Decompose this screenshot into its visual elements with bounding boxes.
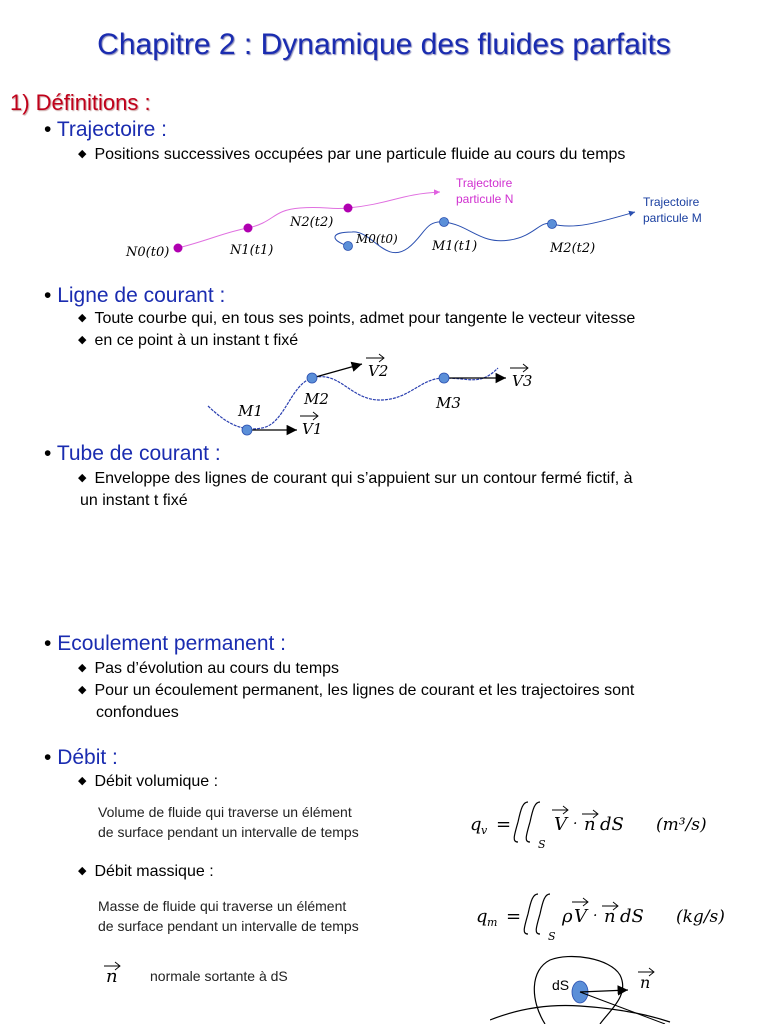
- ecoulement-bullet-1: [78, 660, 339, 678]
- label-n0: N0(t0): [126, 245, 170, 260]
- formula-qm-unit: (kg/s): [676, 907, 725, 927]
- surface-line: [490, 1006, 670, 1022]
- small-bullet-icon: ◆: [78, 472, 87, 484]
- bullet-icon: •: [44, 632, 52, 655]
- trajectoire-bullet-text: Positions successives occupées par une particule fluide au cours du temps: [94, 146, 626, 163]
- formula-n: n: [584, 814, 596, 835]
- label-v1: V1: [302, 420, 323, 438]
- bullet-icon: •: [44, 442, 52, 465]
- formula-qm-lhs-sub: m: [487, 916, 498, 929]
- formula-qv-lhs-sub: v: [481, 824, 488, 837]
- formula-qv-unit: (m³/s): [656, 815, 707, 835]
- debit-volumique-desc-line-1: Volume de fluide qui traverse un élément: [98, 804, 352, 820]
- bullet-icon: •: [44, 746, 52, 769]
- vector-arrow-icon: [572, 898, 588, 906]
- formula-ds: dS: [620, 906, 644, 927]
- point-m2: [548, 220, 557, 229]
- point-m0: [344, 242, 353, 251]
- formula-qv: [460, 796, 740, 856]
- trajectoire-bullet: [78, 146, 625, 164]
- ecoulement-heading-text: Ecoulement permanent :: [57, 632, 286, 655]
- debit-heading-text: Débit :: [57, 746, 118, 769]
- ds-label: dS: [552, 977, 570, 993]
- ecoulement-bullet-2-line-2: confondues: [96, 704, 179, 721]
- debit-massique-label-text: Débit massique :: [94, 863, 214, 880]
- point-m1: [440, 218, 449, 227]
- formula-v: V: [554, 814, 567, 835]
- formula-dot: ·: [573, 816, 578, 832]
- tube-heading: [44, 442, 221, 466]
- bullet-icon: •: [44, 284, 52, 307]
- small-bullet-icon: ◆: [78, 684, 87, 696]
- ligne-bullet-1: [78, 310, 635, 328]
- small-bullet-icon: ◆: [78, 312, 87, 324]
- traj-m-label-1: Trajectoire: [643, 195, 700, 209]
- formula-qv-lhs: q: [470, 814, 482, 835]
- normal-description: normale sortante à dS: [150, 968, 288, 984]
- formula-qm: [466, 888, 756, 948]
- ligne-bullet-2-text: en ce point à un instant t fixé: [94, 332, 299, 349]
- formula-equals: =: [496, 814, 512, 835]
- label-m1: M1(t1): [432, 239, 478, 254]
- vector-arrow-icon: [366, 354, 384, 362]
- label-m3: M3: [436, 394, 461, 412]
- label-v2: V2: [368, 362, 389, 380]
- point-m3: [439, 373, 449, 383]
- label-m0: M0(t0): [356, 232, 398, 246]
- section-title: 1) Définitions :: [10, 90, 151, 115]
- debit-volumique-label-text: Débit volumique :: [94, 773, 219, 790]
- debit-massique-desc-line-1: Masse de fluide qui traverse un élément: [98, 898, 347, 914]
- small-bullet-icon: ◆: [78, 662, 87, 674]
- small-bullet-icon: ◆: [78, 865, 87, 877]
- debit-volumique-label: [78, 773, 218, 791]
- formula-v: V: [574, 906, 587, 927]
- trajectoire-heading: [44, 118, 167, 142]
- small-bullet-icon: ◆: [78, 148, 87, 160]
- diagram-normal-label: n: [640, 973, 651, 992]
- traj-m-label-2: particule M: [643, 211, 702, 225]
- ecoulement-bullet-2: [78, 682, 634, 700]
- ds-line: [580, 992, 665, 1024]
- debit-massique-desc-line-2: de surface pendant un intervalle de temps: [98, 918, 359, 934]
- small-bullet-icon: ◆: [78, 334, 87, 346]
- label-n1: N1(t1): [230, 243, 274, 258]
- tube-bullet: [78, 470, 633, 488]
- small-bullet-icon: ◆: [78, 775, 87, 787]
- normal-vector-symbol: [96, 958, 136, 988]
- tube-bullet-line-2: un instant t fixé: [80, 492, 188, 509]
- formula-equals: =: [506, 906, 522, 927]
- debit-massique-label: [78, 863, 214, 881]
- ligne-bullet-1-text: Toute courbe qui, en tous ses points, admet pour tangente le vecteur vitesse: [94, 310, 636, 327]
- vector-arrow-icon: [552, 806, 568, 814]
- debit-volumique-desc-line-2: de surface pendant un intervalle de temps: [98, 824, 359, 840]
- ecoulement-bullet-2-line-1: Pour un écoulement permanent, les lignes de courant et les trajectoires sont: [94, 682, 635, 699]
- debit-heading: [44, 746, 118, 770]
- vector-arrow-icon: [510, 364, 528, 372]
- v2-arrow: [312, 364, 362, 378]
- point-m2: [307, 373, 317, 383]
- surface-element-diagram: [490, 950, 700, 1024]
- label-m2: M2: [304, 390, 329, 408]
- formula-qm-lhs: q: [476, 906, 488, 927]
- bullet-icon: •: [44, 118, 52, 141]
- point-n2: [344, 204, 353, 213]
- label-m2: M2(t2): [550, 241, 596, 256]
- point-n1: [244, 224, 253, 233]
- ecoulement-heading: [44, 632, 286, 656]
- page-title: Chapitre 2 : Dynamique des fluides parfaits: [97, 28, 671, 61]
- point-m1: [242, 425, 252, 435]
- integral-icon: [536, 894, 550, 934]
- traj-n-label-1: Trajectoire: [456, 176, 513, 190]
- debit-massique-desc: [98, 896, 359, 936]
- trajectoire-heading-text: Trajectoire :: [56, 118, 167, 141]
- vector-arrow-icon: [300, 412, 318, 420]
- formula-rho: ρ: [562, 906, 573, 927]
- trajectoire-diagram: [0, 170, 768, 280]
- ligne-heading-text: Ligne de courant :: [57, 284, 226, 307]
- point-n0: [174, 244, 183, 253]
- traj-n-label-2: particule N: [456, 192, 514, 206]
- label-v3: V3: [512, 372, 533, 390]
- label-m1: M1: [238, 402, 263, 420]
- formula-dot: ·: [593, 908, 598, 924]
- formula-ds: dS: [600, 814, 624, 835]
- integral-subscript: S: [548, 930, 556, 943]
- ecoulement-bullet-1-text: Pas d’évolution au cours du temps: [94, 660, 340, 677]
- ligne-diagram: [0, 350, 768, 445]
- ligne-heading: [44, 284, 225, 308]
- tube-bullet-line-1: Enveloppe des lignes de courant qui s’appuient sur un contour fermé fictif, à: [94, 470, 633, 487]
- tube-heading-text: Tube de courant :: [56, 442, 221, 465]
- integral-subscript: S: [538, 838, 546, 851]
- normal-symbol: n: [106, 966, 118, 987]
- label-n2: N2(t2): [290, 215, 334, 230]
- integral-icon: [526, 802, 540, 842]
- ligne-bullet-2: [78, 332, 298, 350]
- debit-volumique-desc: [98, 802, 359, 842]
- formula-n: n: [604, 906, 616, 927]
